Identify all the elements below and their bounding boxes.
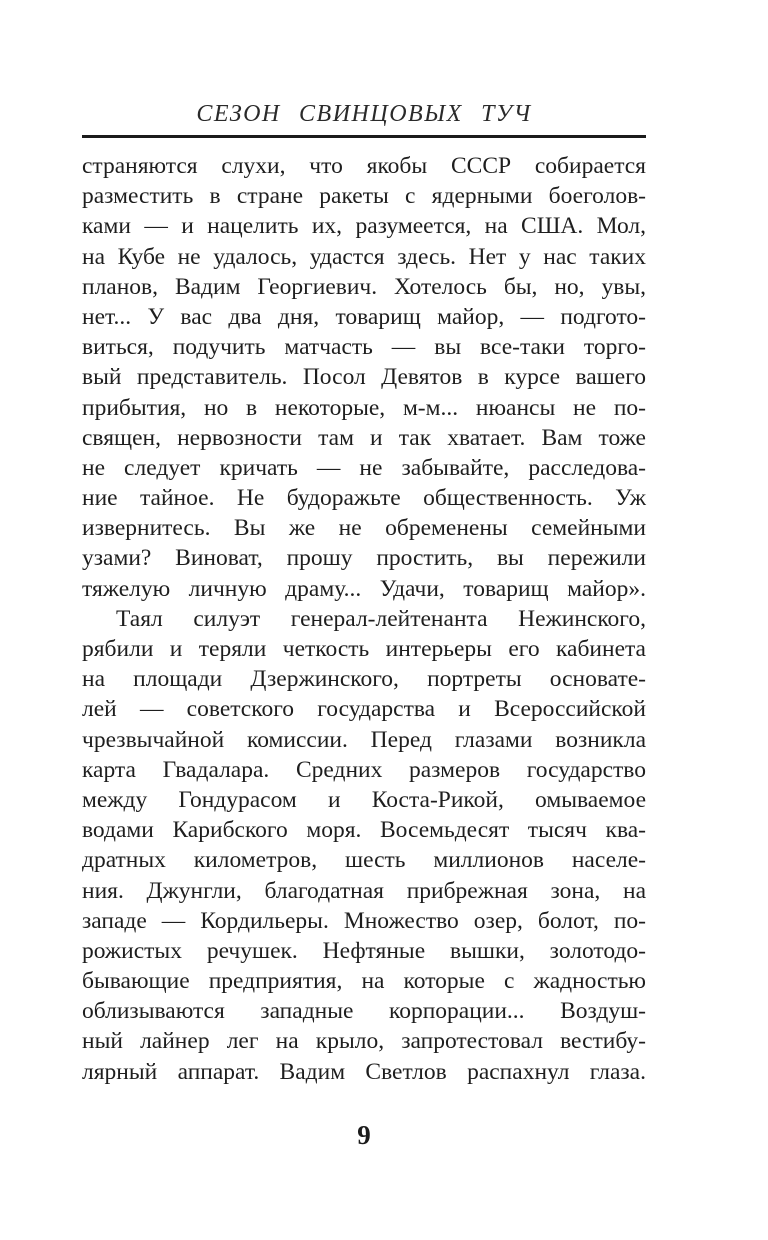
- text-line: планов, Вадим Георгиевич. Хотелось бы, но, увы,: [82, 273, 646, 300]
- text-line: разместить в стране ракеты с ядерными боеголов-: [82, 183, 646, 210]
- text-line: не следует кричать — не забывайте, расследова-: [82, 454, 646, 481]
- text-line: извернитесь. Вы же не обременены семейными: [82, 515, 646, 542]
- text-line: тяжелую личную драму... Удачи, товарищ майор».: [82, 575, 646, 602]
- text-line: Таял силуэт генерал-лейтенанта Нежинского,: [116, 605, 646, 632]
- page-text: [82, 151, 646, 1087]
- text-line: водами Карибского моря. Восемьдесят тысяч ква-: [82, 817, 646, 844]
- text-line: облизываются западные корпорации... Воздуш-: [82, 998, 646, 1025]
- text-line: прибытия, но в некоторые, м-м... нюансы не по-: [82, 394, 646, 421]
- text-line: бывающие предприятия, на которые с жадностью: [82, 968, 646, 995]
- running-header: СЕЗОН СВИНЦОВЫХ ТУЧ: [196, 101, 532, 127]
- text-line: ный лайнер лег на крыло, запротестовал вестибу-: [82, 1028, 646, 1055]
- text-line: рожистых речушек. Нефтяные вышки, золотодо-: [82, 937, 646, 964]
- text-line: вый представитель. Посол Девятов в курсе вашего: [82, 364, 646, 391]
- text-line: священ, нервозности там и так хватает. Вам тоже: [82, 424, 646, 451]
- text-line: ния. Джунгли, благодатная прибрежная зона, на: [82, 877, 646, 904]
- text-line: западе — Кордильеры. Множество озер, болот, по-: [82, 907, 646, 934]
- text-line: на Кубе не удалось, удастся здесь. Нет у нас таких: [82, 243, 646, 270]
- text-line: ние тайное. Не будоражьте общественность. Уж: [82, 485, 646, 512]
- text-line: карта Гвадалара. Средних размеров государство: [82, 756, 646, 783]
- text-line: ками — и нацелить их, разумеется, на США. Мол,: [82, 213, 646, 240]
- text-line: лей — советского государства и Всероссийской: [82, 696, 646, 723]
- page-number: 9: [357, 1120, 371, 1150]
- text-line: дратных километров, шесть миллионов населе-: [82, 847, 646, 874]
- text-line: между Гондурасом и Коста-Рикой, омываемое: [82, 786, 646, 813]
- text-line: чрезвычайной комиссии. Перед глазами возникла: [82, 726, 646, 753]
- text-line: нет... У вас два дня, товарищ майор, — подгото-: [82, 303, 646, 330]
- text-line: лярный аппарат. Вадим Светлов распахнул глаза.: [82, 1058, 646, 1085]
- text-line: виться, подучить матчасть — вы все-таки торго-: [82, 334, 646, 361]
- header-rule-divider: [82, 135, 646, 138]
- text-line: рябили и теряли четкость интерьеры его кабинета: [82, 636, 646, 662]
- text-line: страняются слухи, что якобы СССР собирается: [82, 153, 646, 179]
- text-line: на площади Дзержинского, портреты основате-: [82, 666, 646, 693]
- text-line: узами? Виноват, прошу простить, вы пережили: [82, 545, 646, 572]
